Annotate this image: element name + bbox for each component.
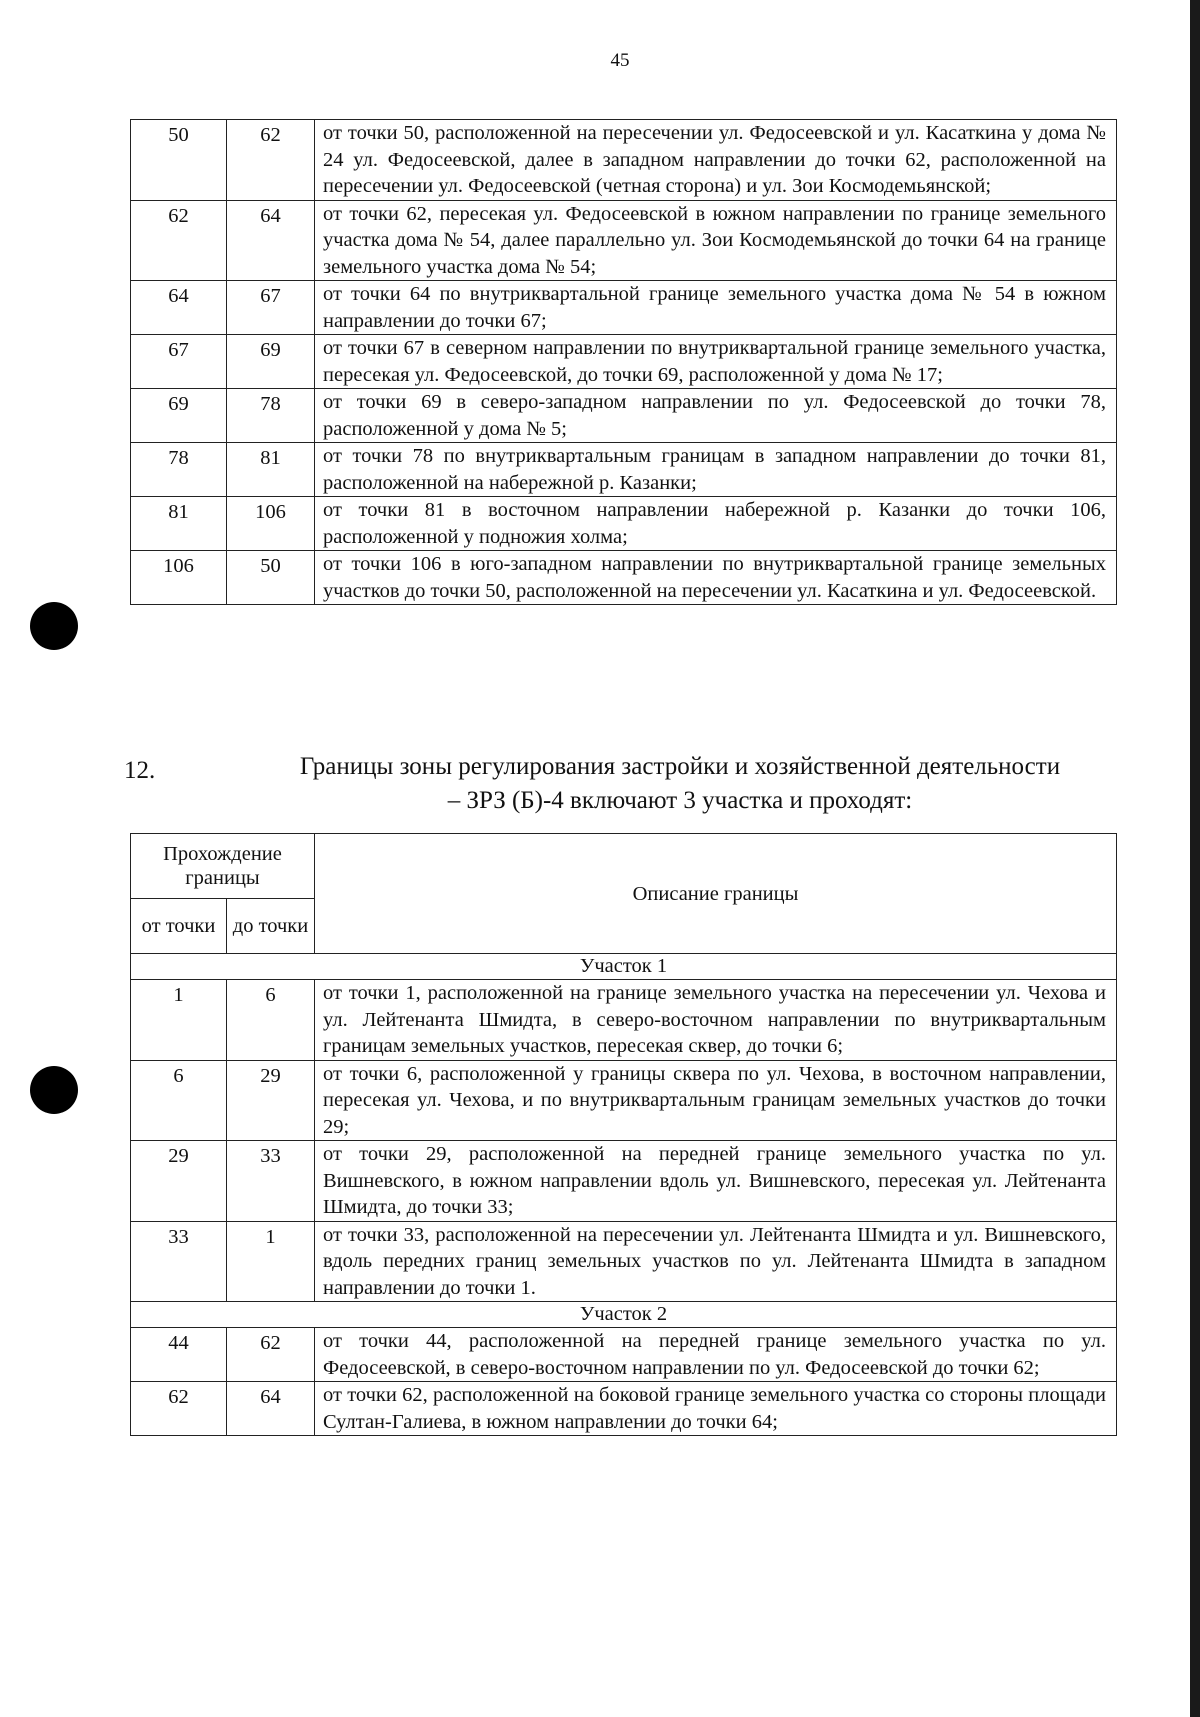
from-point: 81 bbox=[131, 497, 227, 551]
table-row bbox=[131, 980, 1117, 1061]
table-row bbox=[131, 1141, 1117, 1222]
from-point: 50 bbox=[131, 120, 227, 201]
table-row bbox=[131, 335, 1117, 389]
page-number: 45 bbox=[610, 50, 630, 71]
table-row bbox=[131, 1221, 1117, 1302]
table-row bbox=[131, 389, 1117, 443]
from-point: 106 bbox=[131, 551, 227, 605]
boundary-description: от точки 69 в северо-западном направлении по ул. Федосеевской до точки 78, расположенной у дома № 5; bbox=[315, 389, 1117, 443]
section-number: 12. bbox=[124, 757, 156, 784]
table-row bbox=[131, 551, 1117, 605]
header-from-point: от точки bbox=[131, 899, 227, 954]
to-point: 64 bbox=[227, 200, 315, 281]
from-point: 67 bbox=[131, 335, 227, 389]
table-row bbox=[131, 1328, 1117, 1382]
punch-hole-top bbox=[30, 602, 78, 650]
from-point: 6 bbox=[131, 1060, 227, 1141]
to-point: 62 bbox=[227, 1328, 315, 1382]
table-row bbox=[131, 1060, 1117, 1141]
table-row bbox=[131, 497, 1117, 551]
boundary-description: от точки 29, расположенной на передней границе земельного участка по ул. Вишневского, в южном направлении вдоль ул. Вишневского, пересекая ул. Лейтенанта Шмидта, до точки 33; bbox=[315, 1141, 1117, 1222]
boundary-description: от точки 62, пересекая ул. Федосеевской в южном направлении по границе земельного участка дома № 54, далее параллельно ул. Зои Космодемьянской до точки 64 на границе земельного участка дома № 54; bbox=[315, 200, 1117, 281]
boundary-description: от точки 106 в юго-западном направлении по внутриквартальной границе земельных участков до точки 50, расположенной на пересечении ул. Касаткина и ул. Федосеевской. bbox=[315, 551, 1117, 605]
to-point: 64 bbox=[227, 1382, 315, 1436]
from-point: 64 bbox=[131, 281, 227, 335]
boundary-description: от точки 62, расположенной на боковой границе земельного участка со стороны площади Султан-Галиева, в южном направлении до точки 64; bbox=[315, 1382, 1117, 1436]
to-point: 1 bbox=[227, 1221, 315, 1302]
plot-1-label: Участок 1 bbox=[131, 954, 1117, 980]
table-row bbox=[131, 120, 1117, 201]
to-point: 50 bbox=[227, 551, 315, 605]
from-point: 62 bbox=[131, 1382, 227, 1436]
header-description: Описание границы bbox=[315, 834, 1117, 954]
from-point: 78 bbox=[131, 443, 227, 497]
from-point: 44 bbox=[131, 1328, 227, 1382]
to-point: 29 bbox=[227, 1060, 315, 1141]
to-point: 106 bbox=[227, 497, 315, 551]
header-boundary-passage: Прохождение границы bbox=[131, 834, 315, 899]
table-row bbox=[131, 1382, 1117, 1436]
boundary-description: от точки 64 по внутриквартальной границе земельного участка дома № 54 в южном направлении до точки 67; bbox=[315, 281, 1117, 335]
from-point: 29 bbox=[131, 1141, 227, 1222]
boundary-description: от точки 67 в северном направлении по внутриквартальной границе земельного участка, пересекая ул. Федосеевской, до точки 69, расположенной у дома № 17; bbox=[315, 335, 1117, 389]
table2-body bbox=[131, 954, 1117, 1436]
to-point: 62 bbox=[227, 120, 315, 201]
to-point: 67 bbox=[227, 281, 315, 335]
boundary-description: от точки 33, расположенной на пересечении ул. Лейтенанта Шмидта и ул. Вишневского, вдоль передних границ земельных участков по ул. Лейтенанта Шмидта в западном направлении до точки 1. bbox=[315, 1221, 1117, 1302]
header-row bbox=[131, 834, 1117, 899]
boundary-description: от точки 81 в восточном направлении набережной р. Казанки до точки 106, расположенной у подножия холма; bbox=[315, 497, 1117, 551]
section-title-line2: – ЗРЗ (Б)-4 включают 3 участка и проходят: bbox=[447, 787, 913, 814]
plot-2-label: Участок 2 bbox=[131, 1302, 1117, 1328]
plot-label-row bbox=[131, 954, 1117, 980]
section-title-line1: Границы зоны регулирования застройки и хозяйственной деятельности bbox=[299, 753, 1061, 780]
boundary-description: от точки 50, расположенной на пересечении ул. Федосеевской и ул. Касаткина у дома № 24 ул. Федосеевской, далее в западном направлении до точки 62, расположенной на пересечении ул. Федосеевской (четная сторона) и ул. Зои Космодемьянской; bbox=[315, 120, 1117, 201]
boundary-description: от точки 44, расположенной на передней границе земельного участка по ул. Федосеевской, в северо-восточном направлении по ул. Федосеевской до точки 62; bbox=[315, 1328, 1117, 1382]
header-to-point: до точки bbox=[227, 899, 315, 954]
to-point: 6 bbox=[227, 980, 315, 1061]
from-point: 69 bbox=[131, 389, 227, 443]
to-point: 81 bbox=[227, 443, 315, 497]
to-point: 33 bbox=[227, 1141, 315, 1222]
table-row bbox=[131, 443, 1117, 497]
to-point: 78 bbox=[227, 389, 315, 443]
table2-header bbox=[131, 834, 1117, 954]
boundary-table-continued bbox=[130, 119, 1117, 605]
table-row bbox=[131, 281, 1117, 335]
boundary-description: от точки 1, расположенной на границе земельного участка на пересечении ул. Чехова и ул. Лейтенанта Шмидта, в северо-восточном направлении по внутриквартальным границам земельных участков, пересекая сквер, до точки 6; bbox=[315, 980, 1117, 1061]
to-point: 69 bbox=[227, 335, 315, 389]
from-point: 1 bbox=[131, 980, 227, 1061]
boundary-description: от точки 78 по внутриквартальным границам в западном направлении до точки 81, расположенной на набережной р. Казанки; bbox=[315, 443, 1117, 497]
plot-label-row bbox=[131, 1302, 1117, 1328]
punch-hole-bottom bbox=[30, 1066, 78, 1114]
table1-body bbox=[131, 120, 1117, 605]
scan-edge bbox=[1190, 0, 1200, 1717]
table-row bbox=[131, 200, 1117, 281]
from-point: 62 bbox=[131, 200, 227, 281]
from-point: 33 bbox=[131, 1221, 227, 1302]
boundary-description: от точки 6, расположенной у границы сквера по ул. Чехова, в восточном направлении, пересекая ул. Чехова, и по внутриквартальным границам земельных участков до точки 29; bbox=[315, 1060, 1117, 1141]
boundary-table-zrz-b4 bbox=[130, 833, 1117, 1436]
